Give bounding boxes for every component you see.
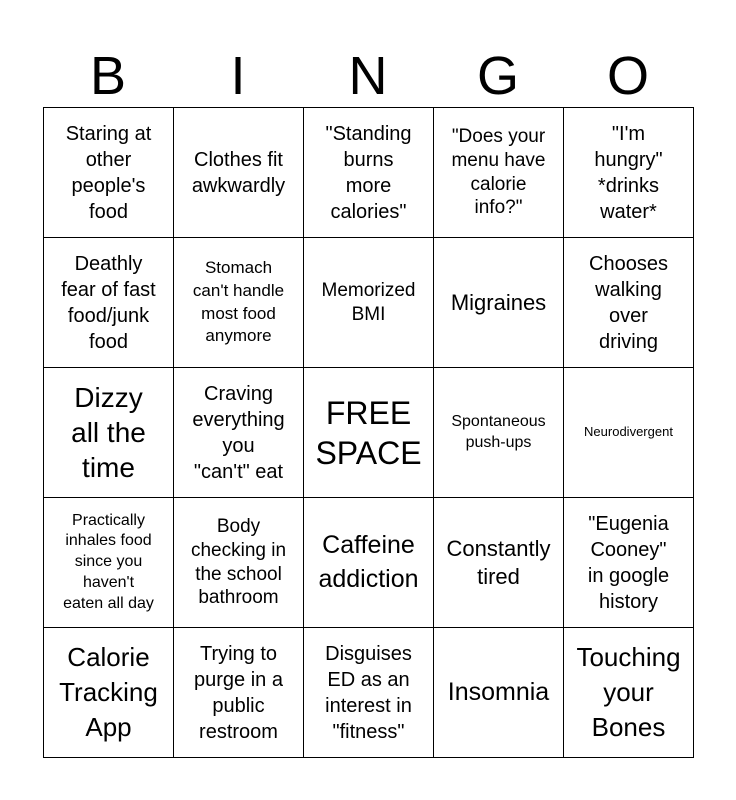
bingo-cell[interactable]: Clothes fit awkwardly [174,108,304,238]
bingo-cell[interactable]: Dizzy all the time [44,368,174,498]
bingo-cell[interactable]: Spontaneous push-ups [434,368,564,498]
header-letter-o: O [606,46,649,106]
bingo-cell[interactable]: "Standing burns more calories" [304,108,434,238]
bingo-cell[interactable]: Memorized BMI [304,238,434,368]
bingo-header [43,44,693,108]
bingo-cell[interactable]: Chooses walking over driving [564,238,694,368]
bingo-cell[interactable]: "Does your menu have calorie info?" [434,108,564,238]
bingo-cell[interactable]: Migraines [434,238,564,368]
bingo-cell[interactable]: Deathly fear of fast food/junk food [44,238,174,368]
bingo-cell[interactable]: Neurodivergent [564,368,694,498]
bingo-cell[interactable]: Constantly tired [434,498,564,628]
bingo-cell[interactable]: Body checking in the school bathroom [174,498,304,628]
bingo-cell[interactable]: Insomnia [434,628,564,758]
bingo-cell[interactable]: Practically inhales food since you haven't eaten all day [44,498,174,628]
bingo-cell[interactable]: "Eugenia Cooney" in google history [564,498,694,628]
header-letter-i: I [230,46,246,106]
header-letter-g: G [476,46,519,106]
bingo-cell[interactable]: Trying to purge in a public restroom [174,628,304,758]
bingo-cell[interactable]: Calorie Tracking App [44,628,174,758]
bingo-cell[interactable]: Staring at other people's food [44,108,174,238]
header-letter-n: N [348,46,388,106]
bingo-cell[interactable]: Craving everything you "can't" eat [174,368,304,498]
bingo-grid [43,107,694,758]
bingo-cell[interactable]: "I'm hungry" *drinks water* [564,108,694,238]
header-letter-b: B [89,46,127,106]
bingo-cell[interactable]: Stomach can't handle most food anymore [174,238,304,368]
bingo-cell[interactable]: Touching your Bones [564,628,694,758]
free-space-cell[interactable]: FREE SPACE [304,368,434,498]
bingo-cell[interactable]: Disguises ED as an interest in "fitness" [304,628,434,758]
bingo-cell[interactable]: Caffeine addiction [304,498,434,628]
